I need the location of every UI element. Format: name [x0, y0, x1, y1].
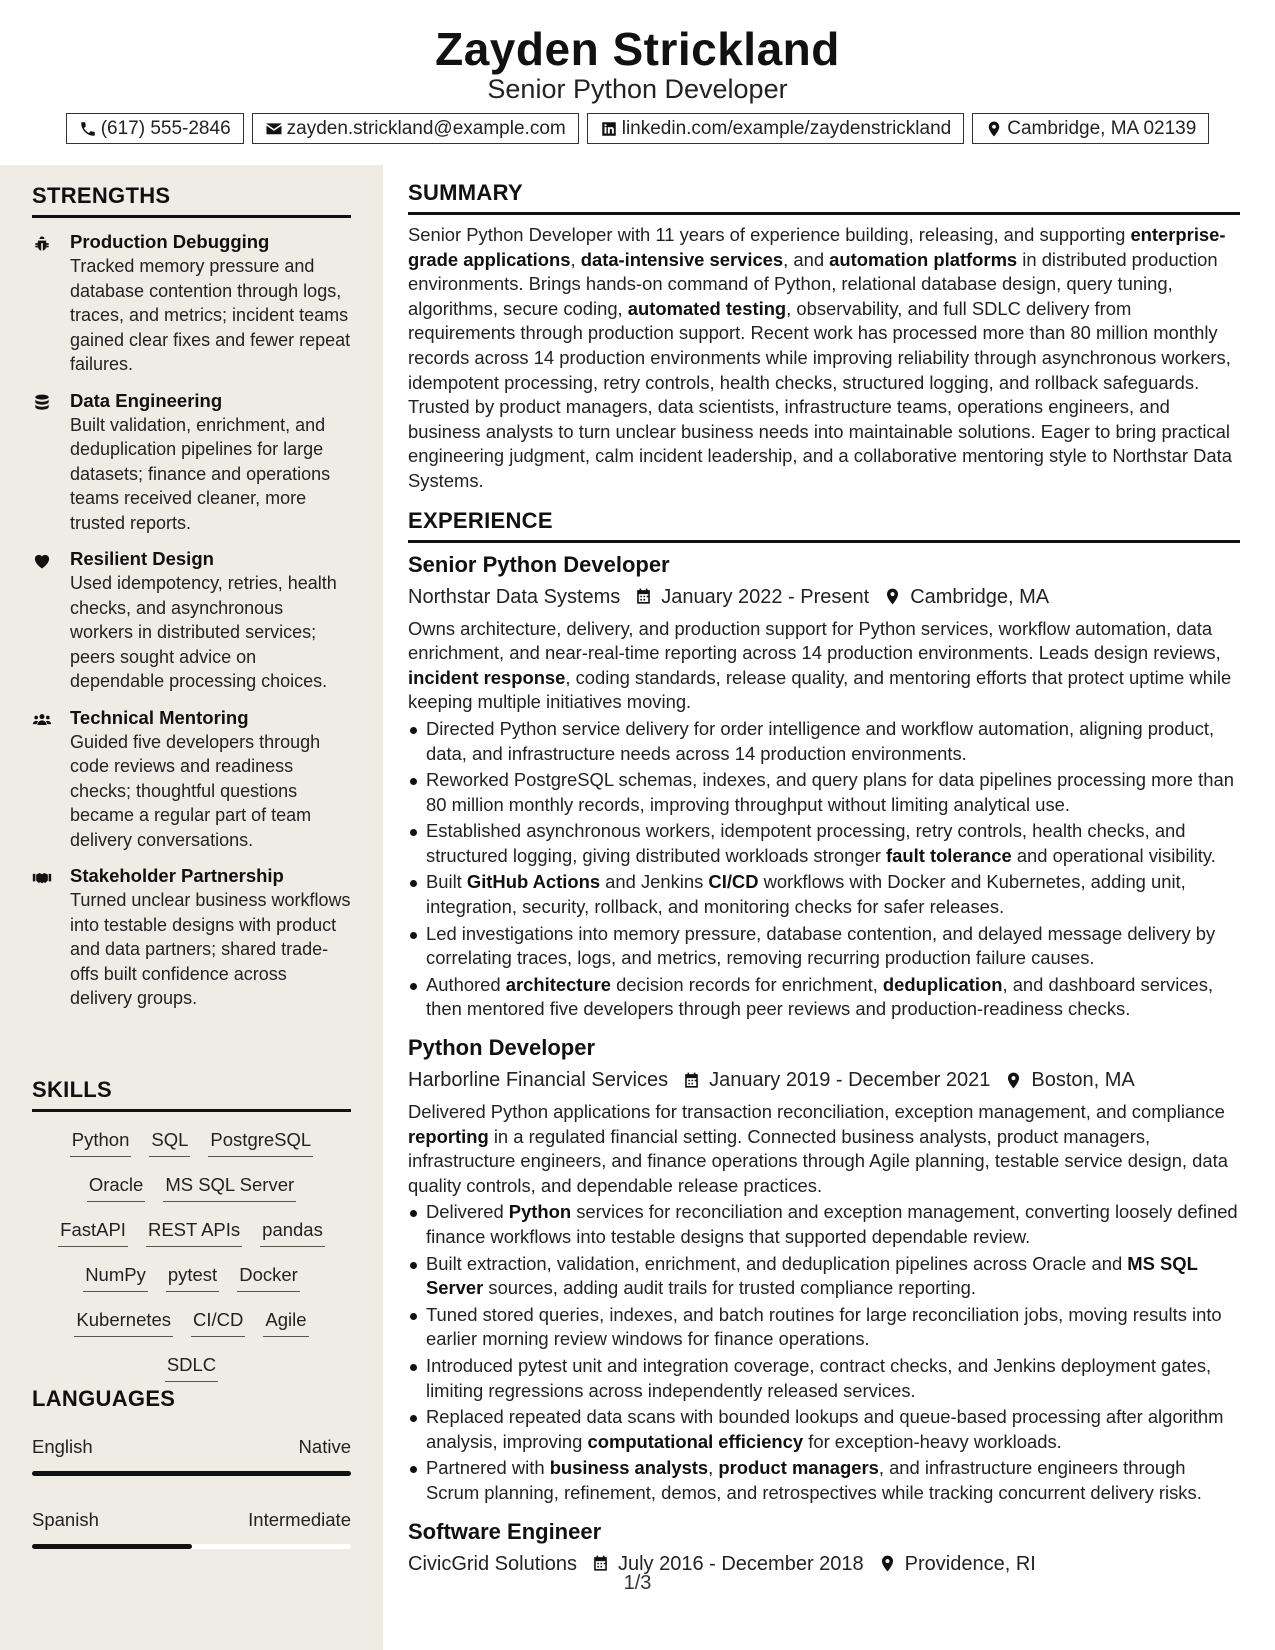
summary-title: SUMMARY — [408, 180, 1240, 215]
language-bar-fill — [32, 1471, 351, 1476]
language-level: Intermediate — [248, 1509, 351, 1530]
job-dates: January 2022 - Present — [661, 585, 870, 608]
experience-title: EXPERIENCE — [408, 508, 1240, 543]
job-company: Harborline Financial Services — [408, 1069, 669, 1092]
job-dates: July 2016 - December 2018 — [617, 1552, 864, 1575]
contact-location — [972, 113, 1209, 144]
job-bullet: Built extraction, validation, enrichment, and deduplication pipelines across Oracle and MS SQL Server sources, adding audit trails for trusted compliance reporting. — [408, 1252, 1240, 1301]
contact-phone[interactable] — [66, 113, 244, 144]
skill-tag: Oracle — [87, 1174, 146, 1202]
job-meta — [408, 1066, 1240, 1094]
strength-item — [32, 389, 351, 536]
contact-linkedin-text: linkedin.com/example/zaydenstrickland — [621, 117, 952, 139]
envelope-icon — [265, 120, 283, 138]
language-item — [32, 1509, 351, 1549]
skill-tag: Docker — [237, 1264, 300, 1292]
strength-description: Used idempotency, retries, health checks, and asynchronous workers in distributed services; peers sought advice on dependable processing choices. — [70, 573, 337, 691]
contact-email-text: zayden.strickland@example.com — [286, 117, 566, 139]
job-company: CivicGrid Solutions — [408, 1552, 577, 1575]
contact-location-text: Cambridge, MA 02139 — [1007, 117, 1197, 139]
skill-tag: pytest — [166, 1264, 219, 1292]
job-location: Providence, RI — [904, 1552, 1036, 1575]
language-name: English — [32, 1436, 93, 1457]
database-icon — [32, 393, 52, 413]
calendar-icon — [591, 1554, 610, 1573]
job-bullet: Partnered with business analysts, product managers, and infrastructure engineers through Scrum planning, refinement, demos, and retrospectives while tracking concurrent delivery risks. — [408, 1456, 1240, 1505]
strength-name: Technical Mentoring — [70, 706, 249, 728]
contact-phone-text: (617) 555-2846 — [100, 117, 231, 139]
strength-item — [32, 547, 351, 694]
job-bullet: Reworked PostgreSQL schemas, indexes, and query plans for data pipelines processing more than 80 million monthly records, improving throughput without limiting analytical use. — [408, 768, 1240, 817]
job-bullet: Authored architecture decision records for enrichment, deduplication, and dashboard services, then mentored five developers through peer reviews and production-readiness checks. — [408, 973, 1240, 1022]
strength-item — [32, 864, 351, 1011]
experience-section — [408, 508, 1240, 1578]
bug-icon — [32, 234, 52, 254]
skills-section — [32, 1077, 351, 1382]
map-pin-icon — [1004, 1071, 1023, 1090]
job-meta — [408, 583, 1240, 611]
job-bullet: Delivered Python services for reconciliation and exception management, converting loosely defined finance workflows into testable designs that supported dependable review. — [408, 1200, 1240, 1249]
strength-name: Production Debugging — [70, 231, 270, 252]
job-bullets — [408, 717, 1240, 1022]
summary-section — [408, 180, 1240, 494]
skills-title: SKILLS — [32, 1077, 351, 1112]
skill-tag: SDLC — [165, 1354, 218, 1382]
job-bullet: Built GitHub Actions and Jenkins CI/CD workflows with Docker and Kubernetes, adding unit, integration, security, rollback, and monitoring checks for safer releases. — [408, 870, 1240, 919]
contact-linkedin[interactable] — [587, 113, 965, 144]
strength-description: Guided five developers through code reviews and readiness checks; thoughtful questions became a regular part of team delivery conversations. — [70, 731, 321, 850]
skill-tag: CI/CD — [191, 1309, 245, 1337]
strength-description: Built validation, enrichment, and deduplication pipelines for large datasets; finance and operations teams received cleaner, more trusted reports. — [70, 414, 331, 533]
phone-icon — [79, 120, 97, 138]
strength-name: Resilient Design — [70, 548, 214, 569]
job-summary: Owns architecture, delivery, and production support for Python services, workflow automation, data enrichment, and near-real-time reporting across 14 production environments. Leads design reviews, incident response, coding standards, release quality, and mentoring efforts that protect uptime while keeping multiple initiatives moving. — [408, 617, 1232, 713]
job-title: Python Developer — [408, 1035, 596, 1061]
strength-name: Stakeholder Partnership — [70, 865, 284, 886]
map-pin-icon — [883, 587, 902, 606]
job-entry — [408, 551, 1240, 1023]
heart-icon — [32, 551, 52, 571]
summary-text: Senior Python Developer with 11 years of experience building, releasing, and supporting enterprise-grade applications, data-intensive services, and automation platforms in distributed production environments. Brings hands-on command of Python, relational database design, query tuning, algorithms, secure coding, automated testing, observability, and full SDLC delivery from requirements through production support. Recent work has processed more than 80 million monthly records across 14 production environments while improving reliability through asynchronous workers, idempotent processing, retry controls, health checks, structured logging, and rollback safeguards. Trusted by product managers, data scientists, infrastructure teams, operations engineers, and business analysts to turn unclear business needs into maintainable solutions. Eager to bring practical engineering judgment, calm incident leadership, and a collaborative mentoring style to Northstar Data Systems. — [408, 224, 1232, 491]
job-title: Senior Python Developer — [408, 551, 670, 577]
contact-email[interactable] — [252, 113, 579, 144]
calendar-icon — [682, 1071, 701, 1090]
job-bullet: Tuned stored queries, indexes, and batch routines for large reconciliation jobs, moving results into earlier morning review windows for finance operations. — [408, 1303, 1240, 1352]
skill-tag: Python — [70, 1129, 132, 1157]
page-number: 1/3 — [623, 1572, 652, 1594]
languages-section — [32, 1386, 351, 1549]
language-level: Native — [298, 1436, 351, 1457]
candidate-title: Senior Python Developer — [487, 74, 788, 104]
job-dates: January 2019 - December 2021 — [709, 1069, 991, 1092]
users-icon — [32, 710, 52, 730]
main-content — [408, 180, 1240, 1578]
handshake-icon — [32, 868, 52, 888]
job-entry — [408, 1518, 1240, 1578]
job-location: Cambridge, MA — [910, 585, 1050, 608]
map-pin-icon — [985, 120, 1003, 138]
skill-tag: pandas — [260, 1219, 325, 1247]
language-item — [32, 1436, 351, 1476]
job-location: Boston, MA — [1031, 1069, 1135, 1092]
job-title: Software Engineer — [408, 1518, 602, 1544]
languages-title: LANGUAGES — [32, 1386, 176, 1411]
strength-name: Data Engineering — [70, 389, 223, 411]
strengths-section — [32, 183, 351, 1011]
skills-list — [42, 1112, 342, 1382]
skill-tag: PostgreSQL — [208, 1129, 313, 1157]
skill-tag: SQL — [149, 1129, 190, 1157]
job-bullets — [408, 1200, 1240, 1505]
language-name: Spanish — [32, 1509, 99, 1530]
job-bullet: Directed Python service delivery for order intelligence and workflow automation, aligning product, data, and infrastructure needs across 14 production environments. — [408, 717, 1240, 766]
candidate-name: Zayden Strickland — [435, 23, 840, 75]
strength-description: Tracked memory pressure and database contention through logs, traces, and metrics; incident teams gained clear fixes and fewer repeat failures. — [70, 256, 351, 374]
strength-item — [32, 706, 351, 853]
language-bar — [32, 1471, 351, 1476]
skill-tag: Agile — [263, 1309, 308, 1337]
skill-tag: Kubernetes — [74, 1309, 173, 1337]
strength-item — [32, 230, 351, 377]
job-bullet: Replaced repeated data scans with bounded lookups and queue-based processing after algorithm analysis, improving computational efficiency for exception-heavy workloads. — [408, 1405, 1240, 1454]
strength-description: Turned unclear business workflows into testable designs with product and data partners; shared trade-offs built confidence across delivery groups. — [70, 890, 351, 1008]
language-bar-fill — [32, 1544, 192, 1549]
strengths-title: STRENGTHS — [32, 183, 351, 218]
map-pin-icon — [878, 1554, 897, 1573]
job-bullet: Introduced pytest unit and integration coverage, contract checks, and Jenkins deployment gates, limiting regressions across independently released services. — [408, 1354, 1240, 1403]
skill-tag: REST APIs — [146, 1219, 242, 1247]
skill-tag: FastAPI — [58, 1219, 128, 1247]
language-bar — [32, 1544, 351, 1549]
skill-tag: NumPy — [83, 1264, 148, 1292]
job-summary: Delivered Python applications for transaction reconciliation, exception management, and compliance reporting in a regulated financial setting. Connected business analysts, product managers, infrastructure engineers, and finance operations through Agile planning, testable service design, data quality controls, and dependable release practices. — [408, 1101, 1228, 1196]
job-bullet: Established asynchronous workers, idempotent processing, retry controls, health checks, and structured logging, giving distributed workloads stronger fault tolerance and operational visibility. — [408, 819, 1240, 868]
skill-tag: MS SQL Server — [163, 1174, 296, 1202]
contact-bar — [0, 113, 1275, 144]
calendar-icon — [634, 587, 653, 606]
job-entry — [408, 1034, 1240, 1506]
job-company: Northstar Data Systems — [408, 585, 621, 608]
job-bullet: Led investigations into memory pressure, database contention, and delayed message delivery by correlating traces, logs, and metrics, removing recurring production failure causes. — [408, 922, 1240, 971]
linkedin-icon — [600, 120, 618, 138]
